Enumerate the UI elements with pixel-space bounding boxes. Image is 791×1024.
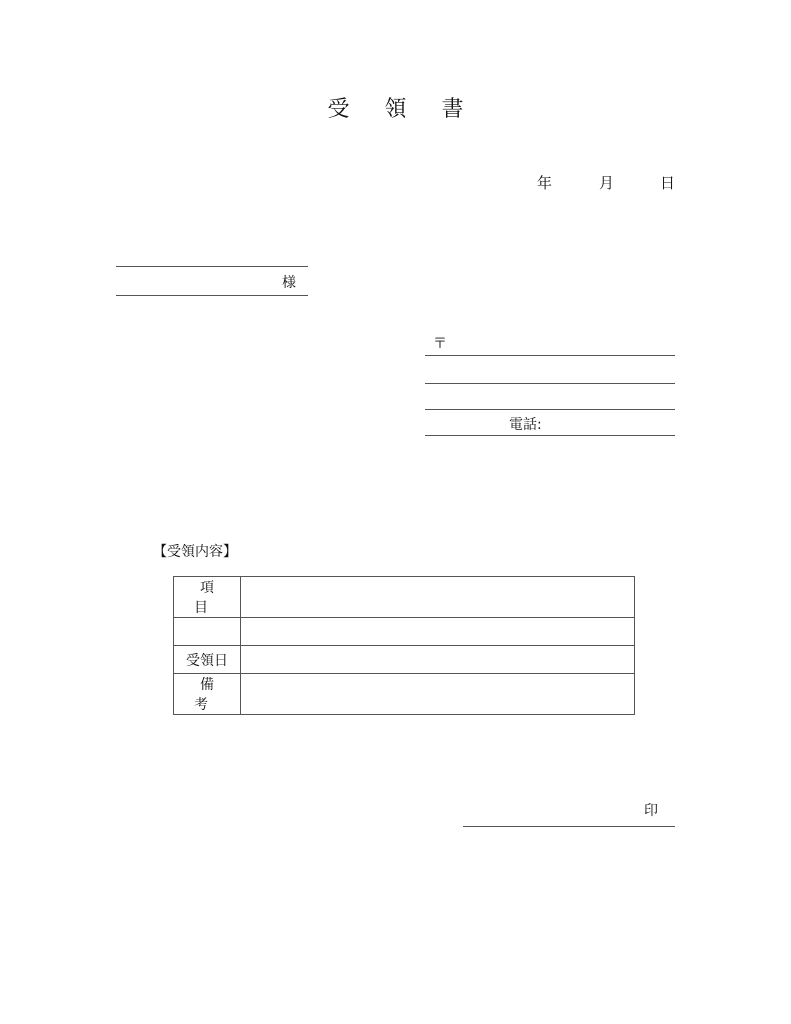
page-title: 受 領 書	[327, 97, 478, 122]
row-value-item[interactable]	[241, 577, 635, 618]
recipient-name-line[interactable]	[116, 295, 308, 296]
row-label-blank	[174, 618, 241, 646]
row-label-item	[174, 577, 241, 618]
table-row	[174, 618, 635, 646]
date-month-label: 月	[599, 174, 615, 192]
table-row-label: 項 目	[194, 580, 226, 616]
sender-phone-line[interactable]	[425, 435, 675, 436]
table-row	[174, 646, 635, 674]
table-row-label: 備 考	[194, 677, 226, 713]
row-value-remarks[interactable]	[241, 674, 635, 715]
seal-label: 印	[644, 803, 658, 819]
row-label-received-date: 受領日	[174, 646, 241, 674]
table-row	[174, 674, 635, 715]
signature-line[interactable]	[463, 826, 675, 827]
row-value-blank[interactable]	[241, 618, 635, 646]
recipient-line-top	[116, 266, 308, 267]
phone-label: 電話:	[509, 417, 542, 433]
date-year-label: 年	[537, 174, 553, 192]
row-label-remarks	[174, 674, 241, 715]
recipient-honorific: 様	[282, 275, 296, 291]
sender-name-line[interactable]	[425, 409, 675, 410]
row-value-received-date[interactable]	[241, 646, 635, 674]
content-section-heading: 【受領内容】	[153, 544, 237, 560]
date-day-label: 日	[660, 174, 676, 192]
content-table	[173, 576, 635, 715]
postal-mark: 〒	[433, 336, 447, 352]
sender-address-line[interactable]	[425, 383, 675, 384]
sender-postal-line[interactable]	[425, 355, 675, 356]
table-row	[174, 577, 635, 618]
